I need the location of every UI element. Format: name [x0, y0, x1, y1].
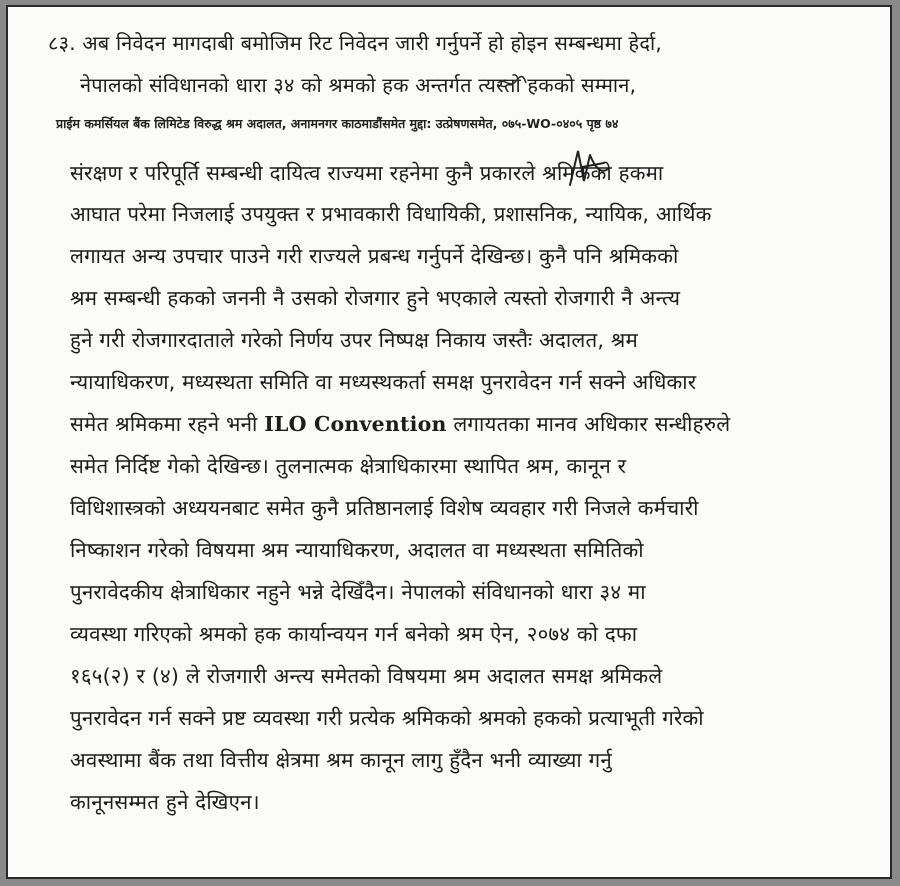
document-page [6, 5, 892, 879]
handwritten-mark-icon [496, 71, 528, 91]
body-line: लगायत अन्य उपचार पाउने गरी राज्यले प्रबन्ध गर्नुपर्ने देखिन्छ। कुनै पनि श्रमिकको [70, 244, 679, 268]
body-line: हुने गरी रोजगारदाताले गरेको निर्णय उपर निष्पक्ष निकाय जस्तैः अदालत, श्रम [70, 328, 638, 352]
body-line: संरक्षण र परिपूर्ति सम्बन्धी दायित्व राज्यमा रहनेमा कुनै प्रकारले श्रमिकको हकमा [70, 161, 664, 185]
ilo-convention-text: ILO Convention [264, 412, 447, 436]
body-line: विधिशास्त्रको अध्ययनबाट समेत कुनै प्रतिष्ठानलाई विशेष व्यवहार गरी निजले कर्मचारी [70, 496, 699, 520]
body-line: समेत निर्दिष्ट गेको देखिन्छ। तुलनात्मक क्षेत्राधिकारमा स्थापित श्रम, कानून र [70, 454, 627, 478]
body-line: पुनरावेदकीय क्षेत्राधिकार नहुने भन्ने देखिँदैन। नेपालको संविधानको धारा ३४ मा [70, 580, 646, 604]
body-line: १६५(२) र (४) ले रोजगारी अन्त्य समेतको विषयमा श्रम अदालत समक्ष श्रमिकले [70, 664, 663, 688]
body-line: न्यायाधिकरण, मध्यस्थता समिति वा मध्यस्थकर्ता समक्ष पुनरावेदन गर्न सक्ने अधिकार [70, 370, 697, 394]
body-line-with-latin [70, 410, 730, 438]
body-line: अवस्थामा बैंक तथा वित्तीय क्षेत्रमा श्रम कानून लागु हुँदैन भनी व्याख्या गर्नु [70, 748, 612, 772]
case-header: प्राईम कमर्सियल बैंक लिमिटेड विरुद्ध श्रम अदालत, अनामनगर काठमाडौंसमेत मुद्दा: उत्प्रेषणसमेत, ०७५-WO-०४०५ पृष्ठ ७४ [56, 116, 619, 131]
body-line: आघात परेमा निजलाई उपयुक्त र प्रभावकारी विधायिकी, प्रशासनिक, न्यायिक, आर्थिक [70, 202, 712, 226]
body-line: श्रम सम्बन्धी हकको जननी नै उसको रोजगार हुने भएकाले त्यस्तो रोजगारी नै अन्त्य [70, 286, 681, 310]
body-text-segment: लगायतका मानव अधिकार सन्धीहरुले [453, 412, 731, 436]
intro-line-1: ८३. अब निवेदन मागदाबी बमोजिम रिट निवेदन जारी गर्नुपर्ने हो होइन सम्बन्धमा हेर्दा, [48, 31, 662, 55]
body-line: पुनरावेदन गर्न सक्ने प्रष्ट व्यवस्था गरी प्रत्येक श्रमिकको श्रमको हकको प्रत्याभूती गरेको [70, 706, 704, 730]
intro-line-2: नेपालको संविधानको धारा ३४ को श्रमको हक अन्तर्गत त्यस्तो हकको सम्मान, [80, 73, 637, 97]
body-line: कानूनसम्मत हुने देखिएन। [70, 790, 260, 814]
body-text-segment: समेत श्रमिकमा रहने भनी [70, 412, 258, 436]
body-line: निष्काशन गरेको विषयमा श्रम न्यायाधिकरण, अदालत वा मध्यस्थता समितिको [70, 538, 644, 562]
body-line: व्यवस्था गरिएको श्रमको हक कार्यान्वयन गर्न बनेको श्रम ऐन, २०७४ को दफा [70, 622, 638, 646]
